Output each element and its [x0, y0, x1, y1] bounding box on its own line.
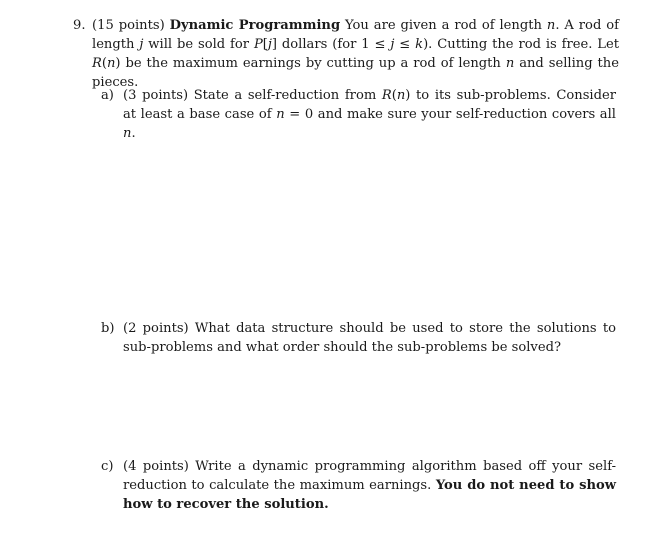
part-text: (4 points) Write a dynamic programming algorithm based off your self-reduction to calculate the maximum earnings.: [123, 459, 616, 493]
part-a-text: [123, 86, 616, 143]
math-var: R: [92, 56, 102, 71]
math-var: n: [123, 126, 132, 141]
part-b: [101, 319, 616, 357]
math-var: n: [505, 56, 515, 71]
math-var: j: [139, 37, 144, 52]
part-c: [101, 457, 616, 514]
part-text: ) to its sub-problems. Consider at least a base case of: [123, 88, 616, 122]
question-statement: [92, 16, 619, 92]
part-text: (3 points) State a self-reduction from: [123, 88, 382, 103]
math-var: R: [381, 88, 392, 103]
part-b-label: b): [101, 321, 115, 336]
question-points: (15 points): [92, 18, 165, 33]
statement-text: (: [101, 56, 107, 71]
math-var: j: [390, 37, 395, 52]
statement-text: ] dollars (for 1 ≤: [271, 37, 391, 52]
part-text: (: [391, 88, 397, 103]
statement-text: and selling the pieces.: [92, 56, 619, 90]
statement-text: You are given a rod of length: [345, 18, 547, 33]
math-var: k: [415, 37, 424, 52]
part-b-text: (2 points) What data structure should be used to store the solutions to sub-problems and what order should the sub-problems be solved?: [123, 321, 616, 355]
part-a-label: a): [101, 88, 114, 103]
question-number: 9.: [73, 18, 86, 33]
part-c-label: c): [101, 459, 114, 474]
statement-text: . A rod of length: [92, 18, 619, 52]
math-var: n: [546, 18, 556, 33]
statement-text: ≤: [394, 37, 416, 52]
part-text: = 0 and make sure your self-reduction covers all: [284, 107, 616, 122]
statement-text: will be sold for: [143, 37, 254, 52]
math-var: P: [253, 37, 263, 52]
statement-text: ). Cutting the rod is free. Let: [423, 37, 620, 52]
math-var: n: [106, 56, 116, 71]
math-var: n: [276, 107, 285, 122]
math-var: j: [267, 37, 272, 52]
part-bold-note: You do not need to show how to recover the solution.: [123, 478, 616, 512]
question-9: [74, 16, 619, 92]
statement-text: [: [262, 37, 268, 52]
question-title: Dynamic Programming: [169, 18, 341, 33]
math-var: n: [396, 88, 406, 103]
part-a: [101, 86, 616, 143]
part-c-text: [123, 457, 616, 514]
part-text: .: [131, 126, 136, 141]
statement-text: ) be the maximum earnings by cutting up a rod of length: [115, 56, 506, 71]
